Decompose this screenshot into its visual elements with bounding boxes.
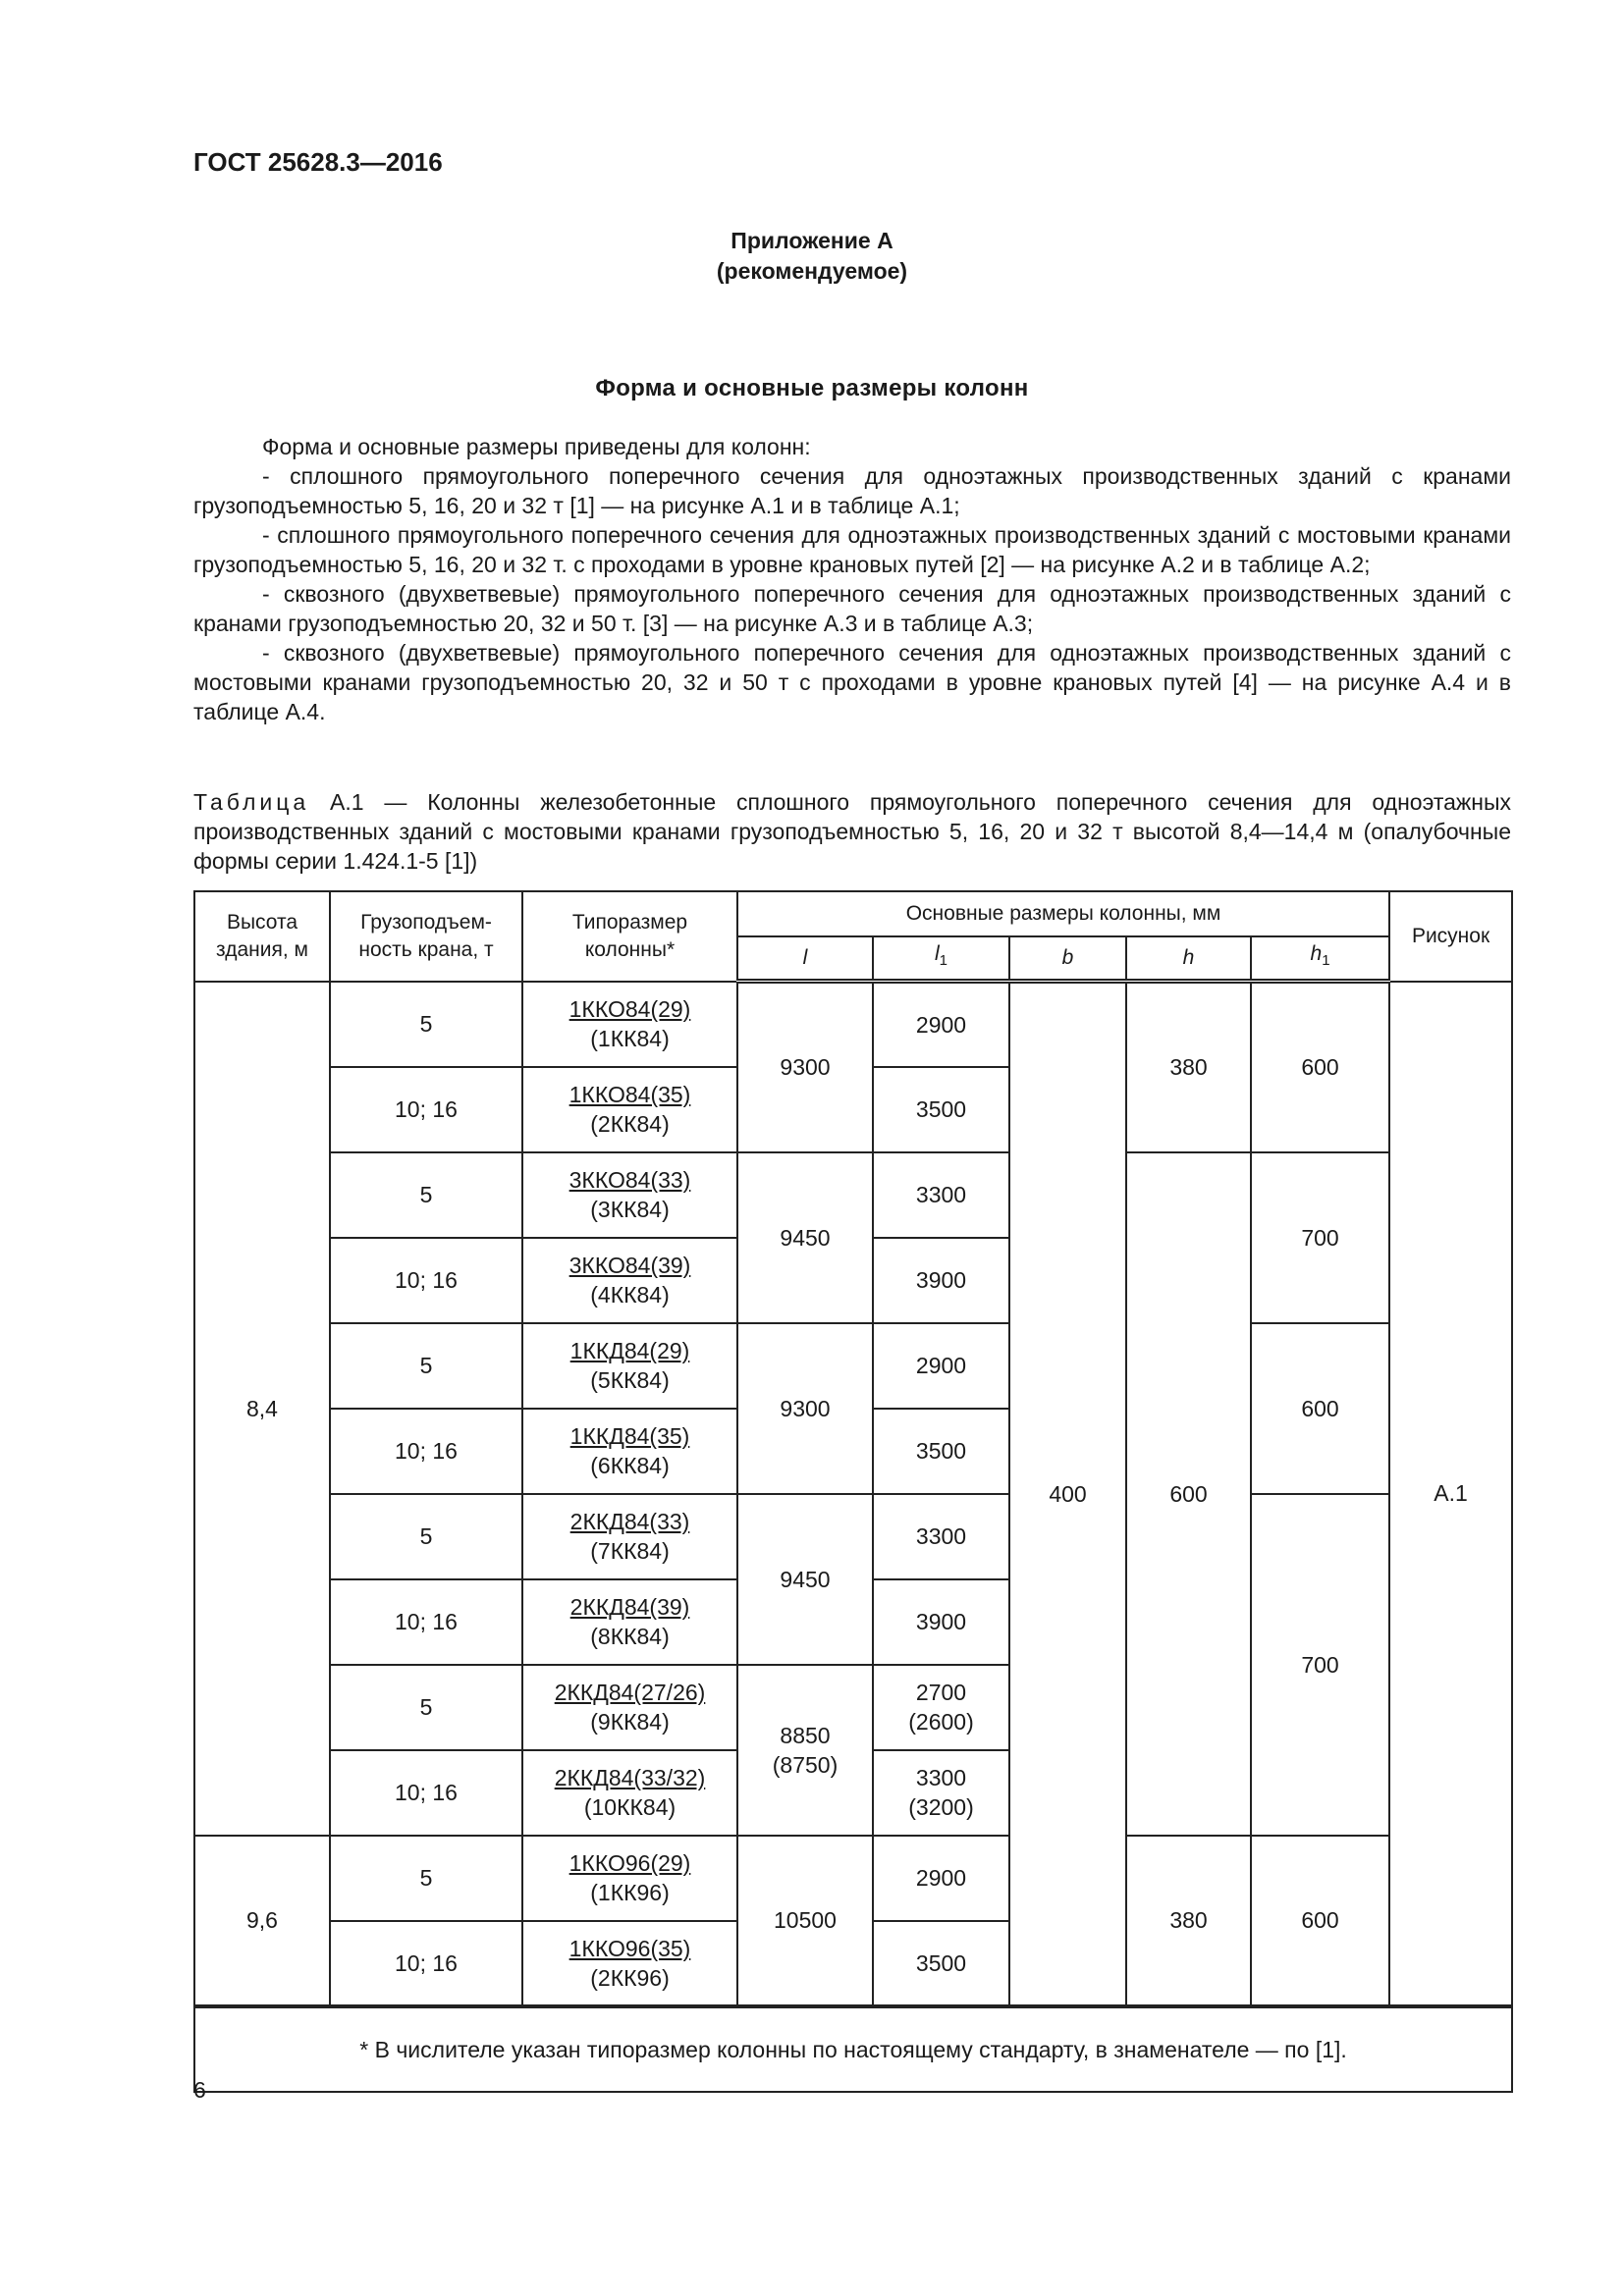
cell-l: 8850 (8750) (737, 1665, 873, 1836)
cell-l1: 3500 (873, 1409, 1009, 1494)
cell-capacity: 5 (330, 1323, 522, 1409)
cell-l1: 3500 (873, 1921, 1009, 2006)
cell-l: 9300 (737, 1323, 873, 1494)
section-title: Форма и основные размеры колонн (595, 375, 1029, 401)
cell-type: 1ККО84(35) (2КК84) (522, 1067, 737, 1152)
cell-l1: 3500 (873, 1067, 1009, 1152)
table-row (194, 1494, 1512, 1579)
page-number: 6 (193, 2077, 206, 2103)
header-h1: $h_1$ (1251, 936, 1389, 982)
cell-b: 400 (1009, 982, 1126, 2006)
intro-item: - сквозного (двухветвевые) прямоугольного поперечного сечения для одноэтажных производственных зданий с мостовыми кранами грузоподъемностью 20, 32 и 50 т с проходами в уровне крановых путей [4] — на рисунке А.4 и в таблице А.4. (193, 640, 1511, 724)
cell-type: 1ККО96(29) (1КК96) (522, 1836, 737, 1921)
cell-type: 2ККД84(33) (7КК84) (522, 1494, 737, 1579)
table-footnote-row (194, 2006, 1512, 2092)
cell-l: 10500 (737, 1836, 873, 2006)
table-row (194, 982, 1512, 1067)
table-row (194, 1152, 1512, 1238)
cell-l1: 3300 (873, 1494, 1009, 1579)
cell-h1: 700 (1251, 1494, 1389, 1836)
cell-type: 3ККО84(39) (4КК84) (522, 1238, 737, 1323)
cell-l: 9300 (737, 982, 873, 1152)
intro-lead: Форма и основные размеры приведены для колонн: (262, 434, 811, 459)
appendix-title: Приложение А (731, 228, 893, 253)
table-row (194, 1836, 1512, 1921)
cell-h1: 600 (1251, 982, 1389, 1152)
cell-l1: 2900 (873, 1323, 1009, 1409)
cell-type: 2ККД84(27/26) (9КК84) (522, 1665, 737, 1750)
cell-type: 2ККД84(39) (8КК84) (522, 1579, 737, 1665)
cell-figure: А.1 (1389, 982, 1512, 2006)
cell-capacity: 10; 16 (330, 1579, 522, 1665)
cell-type: 1ККД84(35) (6КК84) (522, 1409, 737, 1494)
appendix-subtitle: (рекомендуемое) (716, 258, 908, 284)
header-type: Типоразмер колонны* (522, 891, 737, 982)
header-capacity: Грузоподъем-ность крана, т (330, 891, 522, 982)
cell-height: 8,4 (194, 982, 330, 1836)
cell-height: 9,6 (194, 1836, 330, 2006)
cell-h: 600 (1126, 1152, 1251, 1836)
cell-capacity: 5 (330, 982, 522, 1067)
intro-item: - сквозного (двухветвевые) прямоугольного поперечного сечения для одноэтажных производственных зданий с кранами грузоподъемностью 20, 32 и 50 т. [3] — на рисунке А.3 и в таблице А.3; (193, 581, 1511, 636)
cell-h1: 600 (1251, 1323, 1389, 1494)
cell-capacity: 10; 16 (330, 1921, 522, 2006)
cell-capacity: 5 (330, 1665, 522, 1750)
cell-h1: 600 (1251, 1836, 1389, 2006)
cell-l1: 2700 (2600) (873, 1665, 1009, 1750)
header-l1: $l_1$ (873, 936, 1009, 982)
caption-text: — Колонны железобетонные сплошного прямоугольного поперечного сечения для одноэтажных производственных зданий с мостовыми кранами грузоподъемностью 5, 16, 20 и 32 т высотой 8,4—14,4 м (опалубочные формы серии 1.424.1-5 [1]) (193, 789, 1512, 874)
cell-type: 1ККО84(29) (1КК84) (522, 982, 737, 1067)
columns-table (193, 890, 1513, 2093)
header-h: h (1126, 936, 1251, 982)
cell-capacity: 10; 16 (330, 1409, 522, 1494)
cell-capacity: 10; 16 (330, 1238, 522, 1323)
intro-item: - сплошного прямоугольного поперечного сечения для одноэтажных производственных зданий с мостовыми кранами грузоподъемностью 5, 16, 20 и 32 т. с проходами в уровне крановых путей [2] — на рисунке А.2 и в таблице А.2; (193, 522, 1511, 577)
header-height: Высота здания, м (194, 891, 330, 982)
caption-number: А.1 (330, 789, 364, 815)
cell-l1: 3300 (873, 1152, 1009, 1238)
cell-h: 380 (1126, 1836, 1251, 2006)
cell-h1: 700 (1251, 1152, 1389, 1323)
cell-l1: 3900 (873, 1238, 1009, 1323)
intro-text (193, 432, 1511, 726)
cell-l1: 2900 (873, 982, 1009, 1067)
cell-capacity: 5 (330, 1152, 522, 1238)
cell-l1: 3900 (873, 1579, 1009, 1665)
cell-type: 3ККО84(33) (3КК84) (522, 1152, 737, 1238)
standard-code: ГОСТ 25628.3—2016 (193, 147, 443, 177)
cell-capacity: 10; 16 (330, 1067, 522, 1152)
cell-l1: 3300 (3200) (873, 1750, 1009, 1836)
header-figure: Рисунок (1389, 891, 1512, 982)
cell-type: 1ККД84(29) (5КК84) (522, 1323, 737, 1409)
intro-item: - сплошного прямоугольного поперечного сечения для одноэтажных производственных зданий с кранами грузоподъемностью 5, 16, 20 и 32 т [1] — на рисунке А.1 и в таблице А.1; (193, 463, 1511, 518)
table-footnote: * В числителе указан типоразмер колонны по настоящему стандарту, в знаменателе — по [1]. (194, 2006, 1512, 2092)
cell-l: 9450 (737, 1152, 873, 1323)
cell-l: 9450 (737, 1494, 873, 1665)
cell-capacity: 5 (330, 1494, 522, 1579)
cell-capacity: 5 (330, 1836, 522, 1921)
cell-type: 2ККД84(33/32) (10КК84) (522, 1750, 737, 1836)
table-row (194, 1323, 1512, 1409)
cell-h: 380 (1126, 982, 1251, 1152)
cell-l1: 2900 (873, 1836, 1009, 1921)
table-caption (193, 787, 1511, 876)
cell-type: 1ККО96(35) (2КК96) (522, 1921, 737, 2006)
caption-label: Таблица (193, 789, 310, 815)
header-dimensions: Основные размеры колонны, мм (737, 891, 1389, 936)
cell-capacity: 10; 16 (330, 1750, 522, 1836)
header-l: l (737, 936, 873, 982)
header-b: b (1009, 936, 1126, 982)
